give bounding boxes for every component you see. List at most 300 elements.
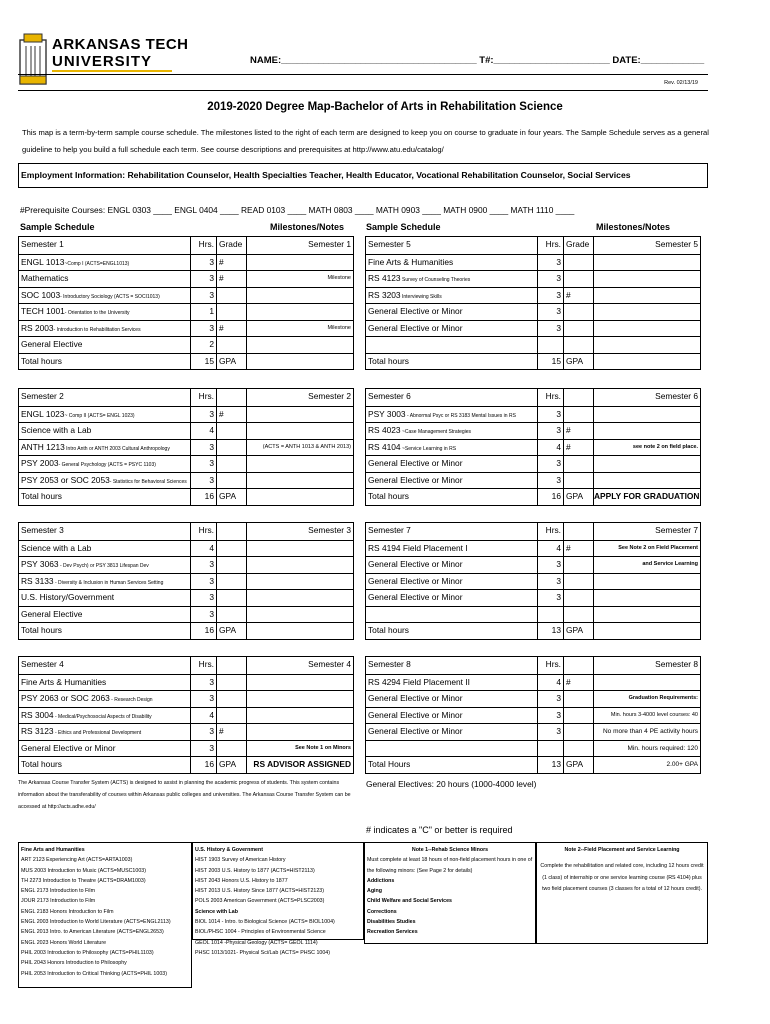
logo-text-line1: ARKANSAS TECH [52,36,189,53]
list-item: Aging [367,888,383,895]
course-milestone [594,304,700,320]
list-item: ENGL 2183 Honors Introduction to Film [21,908,114,915]
course-code: ENGL 1023 [21,408,65,419]
semester-label: Semester 4 [19,657,191,674]
course-code: General Elective or Minor [368,726,463,736]
course-row [366,606,700,623]
total-milestone: APPLY FOR GRADUATION [594,491,700,501]
semester-table-s3 [18,522,354,640]
course-row [19,556,353,573]
course-grade[interactable] [564,557,594,573]
course-code: General Elective or Minor [368,693,463,703]
course-milestone [247,304,353,320]
course-grade[interactable]: # [564,675,594,691]
total-label: Total hours [19,623,191,639]
milestones-heading-right: Milestones/Notes [596,222,671,232]
course-row [366,589,700,606]
course-grade[interactable]: # [564,440,594,456]
course-milestone [594,574,700,590]
course-milestone [594,407,700,423]
course-code: RS 4123 [368,273,401,283]
course-grade[interactable]: # [217,407,247,423]
course-milestone [247,541,353,557]
list-item: JOUR 2173 Introduction to Film [21,898,96,905]
gpa-label[interactable]: GPA [217,757,247,773]
course-name [366,724,538,740]
course-description: - Diversity & Inclusion in Human Services Setting [53,579,164,586]
minors-list [367,876,533,938]
course-row [19,690,353,707]
course-hours: 4 [538,440,564,456]
course-grade[interactable] [564,708,594,724]
course-milestone: No more than 4 PE activity hours [602,728,698,735]
course-grade[interactable] [217,473,247,489]
course-code: PSY 2003 [21,458,59,468]
course-hours [538,337,564,353]
course-milestone [247,456,353,472]
total-row [19,488,353,505]
semester-label: Semester 3 [19,523,191,540]
course-milestone [247,708,353,724]
course-name [19,741,191,757]
course-grade[interactable] [217,304,247,320]
course-hours: 4 [538,541,564,557]
course-row [19,254,353,271]
course-row [366,270,700,287]
list-item: Recreation Services [367,929,418,936]
general-electives-note: General Electives: 20 hours (1000-4000 level) [366,779,537,789]
course-grade[interactable] [564,607,594,623]
course-name [19,541,191,557]
course-milestone [247,407,353,423]
course-milestone [594,423,700,439]
course-code: General Elective [21,339,83,349]
milestone-header: Semester 7 [655,525,698,535]
course-row [19,270,353,287]
course-grade[interactable] [217,456,247,472]
header-divider-2 [18,90,708,91]
course-row [366,674,700,691]
course-code: General Elective or Minor [368,322,463,333]
grade-header [564,523,594,540]
course-hours: 1 [191,304,217,320]
list-item: ENGL 2013 Intro. to American Literature (ACTS=ENGL2653) [21,929,164,936]
course-hours: 3 [191,691,217,707]
list-item: PHIL 2053 Introduction to Critical Thinking (ACTS=PHIL 1003) [21,970,167,977]
semester-table-s5 [365,236,701,370]
course-milestone: See Note 1 on Minors [295,744,351,751]
course-row [366,336,700,353]
course-name [19,288,191,304]
course-grade[interactable] [564,337,594,353]
course-hours: 3 [191,724,217,740]
course-hours: 3 [538,708,564,724]
total-milestone [247,354,353,370]
semester-table-s7 [365,522,701,640]
course-code: PSY 3003 [368,408,406,419]
course-code: U.S. History/Government [21,592,115,602]
course-name [19,271,191,287]
grade-header [564,389,594,406]
course-grade[interactable] [564,724,594,740]
course-name [19,557,191,573]
course-hours: 3 [191,590,217,606]
course-hours: 3 [191,557,217,573]
total-row [366,488,700,505]
course-code: RS 2003 [21,322,54,333]
list-item: ENGL 2023 Honors World Literature [21,939,107,946]
course-grade[interactable]: # [217,321,247,337]
total-hours: 16 [191,757,217,773]
total-milestone: 2.00+ GPA [666,761,698,768]
course-grade[interactable]: # [217,724,247,740]
milestone-header: Semester 4 [308,659,351,669]
course-row [19,287,353,304]
list-item: PHIL 2043 Honors Introduction to Philosophy [21,960,127,967]
course-grade[interactable]: # [217,271,247,287]
milestone-header: Semester 8 [655,659,698,669]
course-name [366,456,538,472]
course-grade[interactable] [564,271,594,287]
history-list [195,855,361,906]
course-milestone: see note 2 on field place. [632,443,698,450]
total-row [19,622,353,639]
course-name [366,574,538,590]
course-milestone [247,574,353,590]
course-name [19,473,191,489]
semester-header-row [19,389,353,406]
course-hours: 3 [538,557,564,573]
course-milestone [247,557,353,573]
course-row [366,422,700,439]
course-milestone: (ACTS = ANTH 1013 & ANTH 2013) [262,443,351,450]
minors-box [364,842,536,944]
course-milestone: Min. hours 3-4000 level courses: 40 [610,711,698,718]
list-item: PHSC 1013/1021- Physical Sci/Lab (ACTS= PHSC 1004) [195,949,330,956]
course-milestone [247,473,353,489]
course-grade[interactable] [564,691,594,707]
course-row [19,336,353,353]
course-grade[interactable] [217,607,247,623]
course-hours: 3 [538,407,564,423]
course-hours: 3 [191,456,217,472]
course-hours: 3 [191,321,217,337]
gpa-label[interactable]: GPA [564,623,594,639]
course-grade[interactable] [217,590,247,606]
course-hours: 4 [538,675,564,691]
course-hours: 3 [538,590,564,606]
course-grade[interactable] [564,304,594,320]
course-description: ~ Comp II (ACTS= ENGL 1023) [64,412,135,419]
grade-header [217,389,247,406]
milestone-header: Semester 2 [308,391,351,401]
total-milestone [247,623,353,639]
course-row [366,740,700,757]
course-milestone [247,590,353,606]
course-grade[interactable] [217,574,247,590]
course-grade[interactable] [217,557,247,573]
university-seal-icon [18,32,48,86]
course-code: General Elective or Minor [368,458,463,468]
course-row [19,439,353,456]
list-item: ENGL 2173 Introduction to Film [21,888,95,895]
course-grade[interactable] [217,541,247,557]
course-hours: 3 [191,675,217,691]
course-milestone [247,691,353,707]
course-hours: 3 [538,473,564,489]
total-row [366,756,700,773]
course-name [19,691,191,707]
course-milestone [594,271,700,287]
course-row [366,540,700,557]
course-grade[interactable] [217,423,247,439]
course-code: RS 4294 Field Placement II [368,676,470,687]
course-name [19,675,191,691]
total-label: Total hours [366,623,538,639]
field-placement-box [536,842,708,944]
course-description: - Medical/Psychosocial Aspects of Disability [53,713,152,720]
course-name [366,708,538,724]
course-description: - Introductory Sociology (ACTS = SOCI1013) [60,293,160,300]
course-grade[interactable] [217,337,247,353]
hours-header: Hrs. [538,237,564,254]
student-info-fields[interactable]: NAME:_____________________________________ T#:______________________ DATE:____________ [250,55,705,66]
course-grade[interactable] [217,440,247,456]
total-hours: 16 [191,489,217,505]
list-item: GEOL 1014 -Physical Geology (ACTS= GEOL 1114) [195,939,318,946]
course-hours: 3 [191,574,217,590]
course-grade[interactable] [564,590,594,606]
course-hours: 3 [191,407,217,423]
course-code: General Elective or Minor [21,742,116,753]
semester-header-row [366,523,700,540]
total-label: Total Hours [366,757,538,773]
course-description: Interviewing Skills [400,293,442,300]
course-code: General Elective or Minor [368,709,463,720]
semester-label: Semester 2 [19,389,191,406]
course-code: General Elective or Minor [368,592,463,602]
course-description: - Orientation to the University [64,310,130,316]
course-milestone [594,321,700,337]
course-grade[interactable] [217,708,247,724]
course-code: RS 3123 [21,726,54,736]
gpa-label[interactable]: GPA [217,623,247,639]
course-code: General Elective or Minor [368,474,463,485]
list-item: POLS 2003 American Government (ACTS=PLSC2003) [195,898,325,905]
course-milestone [247,724,353,740]
grade-header: Grade [564,237,594,254]
list-item: PHIL 2003 Introduction to Philosophy (ACTS=PHIL1103) [21,949,154,956]
course-hours [538,741,564,757]
semester-table-s8 [365,656,701,774]
course-grade[interactable] [217,691,247,707]
course-name [19,423,191,439]
grade-header: Grade [217,237,247,254]
course-code: General Elective or Minor [368,575,463,586]
course-grade[interactable] [217,741,247,757]
course-grade[interactable] [564,574,594,590]
course-description: - General Psychology (ACTS = PSYC 1103) [58,462,156,468]
course-row [366,406,700,423]
course-description: - Ethics and Professional Development [53,730,142,736]
grade-header [564,657,594,674]
course-hours: 4 [191,708,217,724]
course-grade[interactable] [564,456,594,472]
course-code: Science with a Lab [21,425,92,435]
employment-info: Employment Information: Rehabilitation Counselor, Health Specialties Teacher, Health Educator, Vocational Rehabilitation Counselor, Social Services [18,163,708,188]
science-title: Science with Lab [195,908,238,915]
course-milestone [247,337,353,353]
course-name [19,407,191,423]
course-name [19,590,191,606]
semester-label: Semester 1 [19,237,191,254]
milestones-heading-left: Milestones/Notes [270,222,345,232]
course-milestone [247,255,353,271]
course-name [366,288,538,304]
course-milestone [594,590,700,606]
course-name [19,708,191,724]
course-grade[interactable] [217,288,247,304]
hours-header: Hrs. [191,237,217,254]
total-milestone: RS ADVISOR ASSIGNED [253,759,351,769]
course-grade[interactable]: # [564,423,594,439]
history-box [192,842,364,956]
course-milestone [594,288,700,304]
course-hours: 3 [191,741,217,757]
course-name [366,675,538,691]
course-row [366,573,700,590]
course-grade[interactable]: # [217,255,247,271]
milestone-header: Semester 3 [308,525,351,535]
course-code: Science with a Lab [21,542,92,553]
hours-header: Hrs. [538,657,564,674]
gpa-label[interactable]: GPA [564,757,594,773]
course-milestone [247,607,353,623]
course-name [366,255,538,271]
acts-note: The Arkansas Course Transfer System (ACTS) is designed to assist in planning the academic progress of students. This system contains information about the transferability of courses within Arkansas public colleges and universities. The Arkansas Course Transfer System can be accessed at http://acts.adhe.edu/ [18,780,351,810]
course-grade[interactable] [564,473,594,489]
course-name [366,473,538,489]
minors-intro: Must complete at least 18 hours of non-field placement hours in one of the following minors: (See Page 2 for details) [367,857,533,874]
course-milestone [594,607,700,623]
course-grade[interactable]: # [564,288,594,304]
list-item: Child Welfare and Social Services [367,898,452,905]
course-grade[interactable] [564,407,594,423]
total-milestone [594,623,700,639]
course-hours: 3 [538,423,564,439]
total-hours: 15 [191,354,217,370]
course-code: ENGL 1013 [21,256,65,267]
course-milestone: Graduation Requirements: [628,695,698,701]
list-item: Addictions [367,877,395,884]
course-name [19,337,191,353]
semester-label: Semester 7 [366,523,538,540]
total-hours: 13 [538,623,564,639]
sample-schedule-heading-left: Sample Schedule [20,222,95,232]
course-name [366,321,538,337]
course-description: Survey of Counseling Theories [400,277,471,283]
course-row [366,472,700,489]
course-row [366,690,700,707]
course-hours: 3 [191,255,217,271]
course-milestone [247,288,353,304]
course-name [19,440,191,456]
total-hours: 13 [538,757,564,773]
milestone-header: Semester 1 [308,239,351,249]
course-row [366,439,700,456]
course-milestone [594,456,700,472]
course-description: ~Service Learning in RS [400,445,457,452]
course-row [366,287,700,304]
course-name [366,541,538,557]
course-name [366,557,538,573]
course-grade[interactable] [217,675,247,691]
course-name [366,607,538,623]
course-hours: 3 [538,255,564,271]
course-milestone [594,675,700,691]
course-code: Mathematics [21,273,69,283]
gpa-label[interactable]: GPA [217,489,247,505]
course-row [19,723,353,740]
course-code: PSY 3063 [21,559,59,569]
list-item: MUS 2003 Introduction to Music (ACTS=MUSC1003) [21,867,146,874]
course-code: PSY 2053 or SOC 2053 [21,474,110,485]
course-milestone: Min. hours required: 120 [627,744,698,752]
course-name [366,691,538,707]
course-name [19,255,191,271]
semester-table-s6 [365,388,701,506]
semester-header-row [19,657,353,674]
hours-header: Hrs. [538,523,564,540]
fine-arts-list [21,855,189,979]
course-row [366,723,700,740]
course-grade[interactable] [564,321,594,337]
course-row [19,422,353,439]
course-grade[interactable]: # [564,541,594,557]
gpa-label[interactable]: GPA [217,354,247,370]
course-row [366,707,700,724]
course-code: RS 3203 [368,289,401,300]
course-milestone [594,255,700,271]
gpa-label[interactable]: GPA [564,489,594,505]
course-grade[interactable] [564,255,594,271]
course-name [366,304,538,320]
semester-label: Semester 5 [366,237,538,254]
course-hours [538,607,564,623]
course-name [19,574,191,590]
field-title: Note 2--Field Placement and Service Learning [564,847,680,853]
course-description: - Abnormal Psyc or RS 3183 Mental Issues in RS [405,412,516,419]
course-name [366,741,538,757]
intro-paragraph: This map is a term-by-term sample course schedule. The milestones listed to the right of each term are designed to keep you on course to graduate in four years. The Sample Schedule serves as a general guideline to help you build a full schedule each term. See course descriptions and prerequisites at http://www.atu.edu/catalog/ [22,128,709,154]
hours-header: Hrs. [191,657,217,674]
grade-requirement-note: # indicates a "C" or better is required [366,825,513,835]
gpa-label[interactable]: GPA [564,354,594,370]
list-item: Corrections [367,908,397,915]
course-description: - Statistics for Behavioral Sciences [109,478,187,485]
logo-text-line2: UNIVERSITY [52,53,153,70]
course-row [19,674,353,691]
semester-header-row [366,389,700,406]
course-code: PSY 2063 or SOC 2063 [21,693,110,703]
course-row [366,556,700,573]
course-row [19,573,353,590]
course-grade[interactable] [564,741,594,757]
revision-date: Rev. 02/13/19 [664,80,698,86]
total-label: Total hours [19,489,191,505]
course-row [19,472,353,489]
course-code: RS 4023 [368,425,401,435]
